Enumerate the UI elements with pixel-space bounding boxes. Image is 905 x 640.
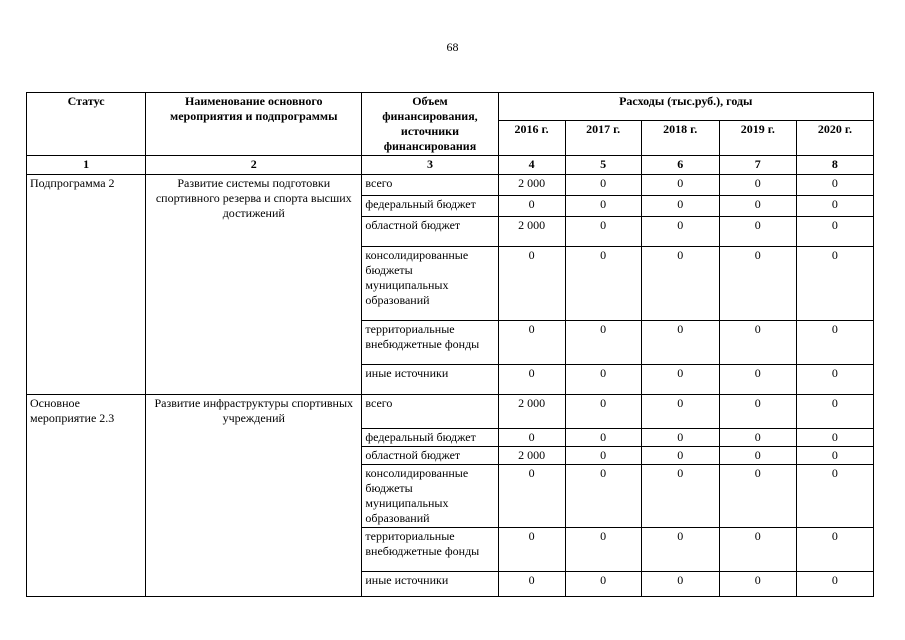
column-number: 6 [641,156,719,175]
name-cell: Развитие системы подготовки спортивного резерва и спорта высших достижений [146,175,362,395]
value-cell: 0 [719,572,796,597]
value-cell: 2 000 [498,447,565,465]
value-cell: 0 [565,528,641,572]
value-cell: 0 [565,175,641,196]
value-cell: 0 [796,321,873,365]
value-cell: 0 [719,175,796,196]
value-cell: 0 [641,196,719,217]
column-number: 4 [498,156,565,175]
value-cell: 2 000 [498,217,565,247]
value-cell: 0 [719,196,796,217]
header-row [27,93,874,121]
header-year: 2020 г. [796,121,873,156]
value-cell: 0 [565,247,641,321]
value-cell: 0 [719,528,796,572]
value-cell: 0 [796,447,873,465]
source-cell: консолидированные бюджеты муниципальных образований [362,247,498,321]
source-cell: областной бюджет [362,217,498,247]
value-cell: 0 [565,429,641,447]
value-cell: 0 [719,321,796,365]
value-cell: 0 [641,528,719,572]
page-number: 68 [446,40,459,54]
header-year: 2016 г. [498,121,565,156]
source-cell: территориальные внебюджетные фонды [362,528,498,572]
value-cell: 0 [565,196,641,217]
column-number: 3 [362,156,498,175]
value-cell: 0 [565,217,641,247]
value-cell: 0 [565,395,641,429]
value-cell: 0 [641,217,719,247]
value-cell: 0 [498,247,565,321]
value-cell: 0 [796,247,873,321]
value-cell: 0 [641,247,719,321]
value-cell: 0 [641,429,719,447]
value-cell: 0 [641,447,719,465]
header-expenses: Расходы (тыс.руб.), годы [498,93,873,121]
value-cell: 0 [719,395,796,429]
value-cell: 0 [641,175,719,196]
value-cell: 0 [719,365,796,395]
value-cell: 0 [565,321,641,365]
value-cell: 0 [719,217,796,247]
value-cell: 0 [796,465,873,528]
value-cell: 0 [796,429,873,447]
value-cell: 0 [719,247,796,321]
source-cell: всего [362,395,498,429]
header-year: 2019 г. [719,121,796,156]
column-number: 2 [146,156,362,175]
header-volume: Объем финансирования, источники финансирования [362,93,498,156]
header-name: Наименование основного мероприятия и подпрограммы [146,93,362,156]
table-row [27,175,874,196]
value-cell: 0 [719,447,796,465]
value-cell: 0 [565,572,641,597]
value-cell: 0 [796,365,873,395]
source-cell: иные источники [362,365,498,395]
column-number: 8 [796,156,873,175]
value-cell: 0 [719,429,796,447]
value-cell: 0 [498,365,565,395]
value-cell: 0 [498,528,565,572]
header-year: 2017 г. [565,121,641,156]
value-cell: 0 [641,465,719,528]
column-number: 5 [565,156,641,175]
value-cell: 0 [641,365,719,395]
header-year: 2018 г. [641,121,719,156]
header-status: Статус [27,93,146,156]
name-cell: Развитие инфраструктуры спортивных учреждений [146,395,362,597]
value-cell: 0 [796,572,873,597]
column-numbers-row [27,156,874,175]
source-cell: иные источники [362,572,498,597]
value-cell: 0 [796,528,873,572]
value-cell: 0 [498,465,565,528]
value-cell: 0 [498,429,565,447]
value-cell: 0 [641,395,719,429]
value-cell: 2 000 [498,175,565,196]
source-cell: территориальные внебюджетные фонды [362,321,498,365]
value-cell: 0 [498,196,565,217]
value-cell: 0 [796,175,873,196]
value-cell: 0 [565,447,641,465]
column-number: 7 [719,156,796,175]
table-row [27,395,874,429]
value-cell: 0 [565,365,641,395]
value-cell: 0 [796,196,873,217]
budget-table [26,92,874,597]
value-cell: 0 [641,321,719,365]
source-cell: федеральный бюджет [362,196,498,217]
source-cell: всего [362,175,498,196]
value-cell: 0 [719,465,796,528]
status-cell: Подпрограмма 2 [27,175,146,395]
value-cell: 0 [641,572,719,597]
source-cell: консолидированные бюджеты муниципальных образований [362,465,498,528]
value-cell: 0 [498,321,565,365]
status-cell: Основное мероприятие 2.3 [27,395,146,597]
value-cell: 0 [796,395,873,429]
value-cell: 2 000 [498,395,565,429]
value-cell: 0 [796,217,873,247]
value-cell: 0 [498,572,565,597]
column-number: 1 [27,156,146,175]
value-cell: 0 [565,465,641,528]
source-cell: областной бюджет [362,447,498,465]
source-cell: федеральный бюджет [362,429,498,447]
